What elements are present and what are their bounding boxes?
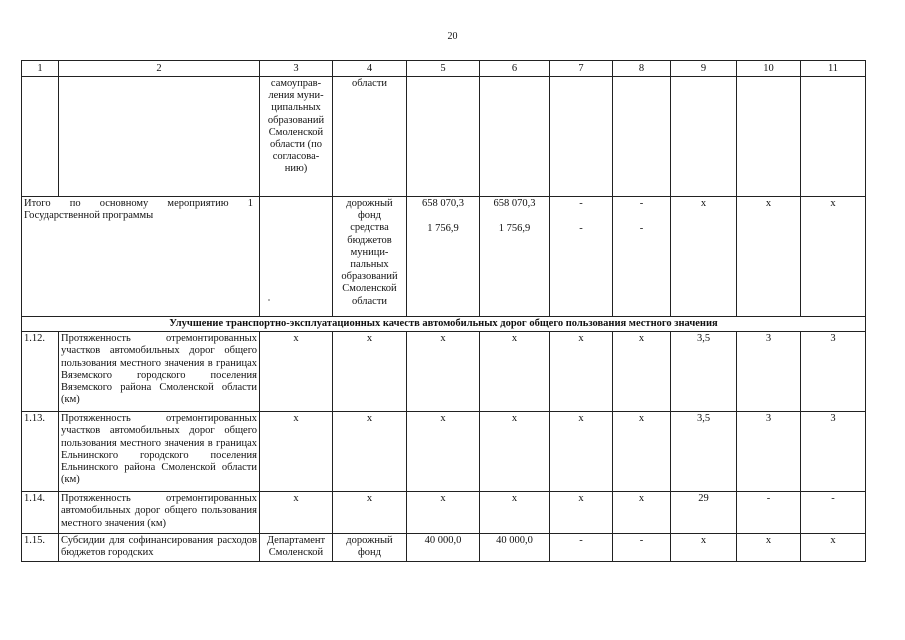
executor-cell: Департамент Смоленской (260, 534, 333, 561)
cell-value: 40 000,0 (480, 534, 550, 561)
column-header: 5 (407, 61, 480, 77)
cell-value: х (613, 492, 671, 534)
table-row (22, 412, 866, 492)
column-header: 11 (801, 61, 866, 77)
cell-value: х (260, 412, 333, 492)
cell-value: х (550, 412, 613, 492)
column-header: 2 (59, 61, 260, 77)
cell-value: х (480, 492, 550, 534)
cell-value: х (550, 492, 613, 534)
cell-value: х (613, 412, 671, 492)
cell-value: х (801, 534, 866, 561)
cell-value: х (480, 412, 550, 492)
scan-speck (268, 299, 270, 301)
funding-source-cell: дорожный фонд (333, 534, 407, 561)
dash-value: - (639, 223, 644, 235)
cell-value: 3 (737, 412, 801, 492)
cell-value: - (801, 492, 866, 534)
program-table (21, 60, 866, 562)
cell-value: х (407, 332, 480, 412)
cell-value: х (550, 332, 613, 412)
cell-value: х (407, 492, 480, 534)
amount-year3-cell (613, 197, 671, 317)
total-label: Итого по основному мероприятию 1 Государственной программы (22, 197, 260, 317)
funding-source-cell (333, 197, 407, 317)
funding-source-municipal: средства бюджетов муници-пальных образований Смоленской области (341, 222, 398, 307)
row-description: Протяженность отремонтированных участков автомобильных дорог общего пользования местного значения в границах Ельнинского городского поселения Ельнинского района Смоленской области (км) (59, 412, 260, 492)
column-header: 7 (550, 61, 613, 77)
amount-year-cell (480, 197, 550, 317)
funding-source-cell: области (333, 77, 407, 197)
amount-municipal: 1 756,9 (427, 223, 459, 235)
cell-value: х (737, 534, 801, 561)
amount-road-fund: 658 070,3 (422, 198, 464, 209)
column-header: 6 (480, 61, 550, 77)
cell-value: х (333, 332, 407, 412)
row-number: 1.14. (22, 492, 59, 534)
indicator-cell: х (737, 197, 801, 317)
cell-value: х (407, 412, 480, 492)
page-number: 20 (447, 31, 458, 42)
amount-municipal: 1 756,9 (498, 223, 531, 235)
funding-source-road-fund: дорожный фонд (346, 198, 393, 222)
row-number: 1.13. (22, 412, 59, 492)
column-header: 3 (260, 61, 333, 77)
indicator-cell: х (671, 197, 737, 317)
dash-value: - (639, 198, 644, 209)
cell-value: - (550, 534, 613, 561)
row-number: 1.15. (22, 534, 59, 561)
column-header: 4 (333, 61, 407, 77)
indicator-cell: х (801, 197, 866, 317)
section-title: Улучшение транспортно-эксплуатационных качеств автомобильных дорог общего пользования местного значения (22, 317, 866, 332)
column-header: 8 (613, 61, 671, 77)
column-header: 10 (737, 61, 801, 77)
table-row (22, 534, 866, 561)
row-description: Субсидии для софинансирования расходов бюджетов городских (59, 534, 260, 561)
cell-value: х (480, 332, 550, 412)
table-row (22, 492, 866, 534)
cell-value: х (671, 534, 737, 561)
cell-value: х (260, 332, 333, 412)
section-heading-row (22, 317, 866, 332)
row-description: Протяженность отремонтированных участков автомобильных дорог общего пользования местного значения в границах Вяземского городского поселения Вяземского района Смоленской области (км) (59, 332, 260, 412)
column-header: 9 (671, 61, 737, 77)
column-number-row (22, 61, 866, 77)
amount-total-cell (407, 197, 480, 317)
dash-value: - (579, 198, 583, 209)
cell-value: х (613, 332, 671, 412)
cell-value: х (333, 412, 407, 492)
row-description: Протяженность отремонтированных автомобильных дорог общего пользования местного значения (км) (59, 492, 260, 534)
cell-value: 3 (737, 332, 801, 412)
row-number: 1.12. (22, 332, 59, 412)
amount-year2-cell (550, 197, 613, 317)
continuation-row (22, 77, 866, 197)
cell-value: 3,5 (671, 412, 737, 492)
dash-value: - (579, 223, 583, 235)
executor-cell: самоуправ-ления муни-ципальных образований Смоленской области (по согласова-нию) (260, 77, 333, 197)
column-header: 1 (22, 61, 59, 77)
cell-value: 3 (801, 332, 866, 412)
amount-road-fund: 658 070,3 (493, 198, 536, 209)
cell-value: 40 000,0 (407, 534, 480, 561)
total-row (22, 197, 866, 317)
cell-value: 3,5 (671, 332, 737, 412)
cell-value: х (260, 492, 333, 534)
cell-value: - (737, 492, 801, 534)
cell-value: - (613, 534, 671, 561)
cell-value: 3 (801, 412, 866, 492)
cell-value: х (333, 492, 407, 534)
table-row (22, 332, 866, 412)
cell-value: 29 (671, 492, 737, 534)
